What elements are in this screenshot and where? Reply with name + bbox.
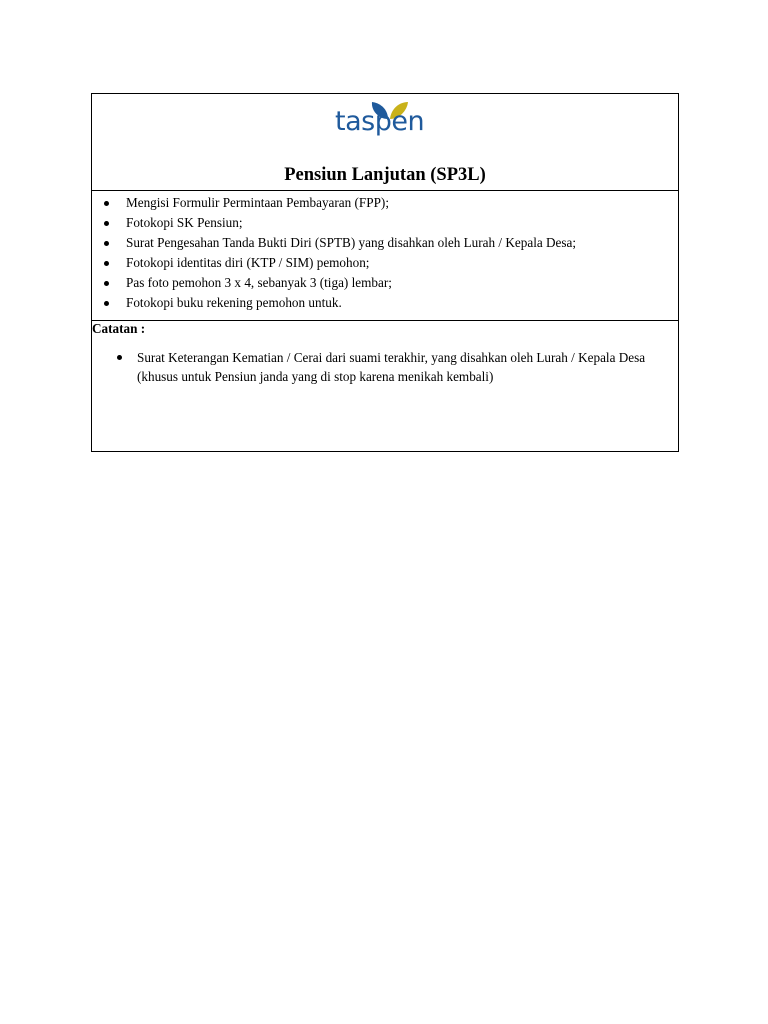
bullet-icon [104,301,109,306]
requirements-list [92,193,678,313]
logo-wordmark: taspen [335,106,425,137]
header-cell [92,94,678,191]
bullet-icon [104,201,109,206]
list-item: Fotokopi identitas diri (KTP / SIM) pemohon; [92,253,678,273]
note-line-2: (khusus untuk Pensiun janda yang di stop karena menikah kembali) [137,369,494,384]
taspen-logo [335,101,435,147]
bullet-icon [104,221,109,226]
list-item: Surat Pengesahan Tanda Bukti Diri (SPTB) yang disahkan oleh Lurah / Kepala Desa; [92,233,678,253]
list-item: Pas foto pemohon 3 x 4, sebanyak 3 (tiga) lembar; [92,273,678,293]
notes-label: Catatan : [92,321,146,336]
notes-cell [92,321,678,451]
bullet-icon [104,241,109,246]
bullet-icon [104,281,109,286]
list-item: Fotokopi buku rekening pemohon untuk. [92,293,678,313]
document-table [91,93,679,452]
requirements-cell [92,191,678,321]
list-item: Mengisi Formulir Permintaan Pembayaran (FPP); [92,193,678,213]
bullet-icon [117,355,122,360]
bullet-icon [104,261,109,266]
list-item: Fotokopi SK Pensiun; [92,213,678,233]
note-item [137,348,679,386]
page-title: Pensiun Lanjutan (SP3L) [284,165,486,185]
note-line-1: Surat Keterangan Kematian / Cerai dari suami terakhir, yang disahkan oleh Lurah / Kepala Desa [137,350,646,365]
